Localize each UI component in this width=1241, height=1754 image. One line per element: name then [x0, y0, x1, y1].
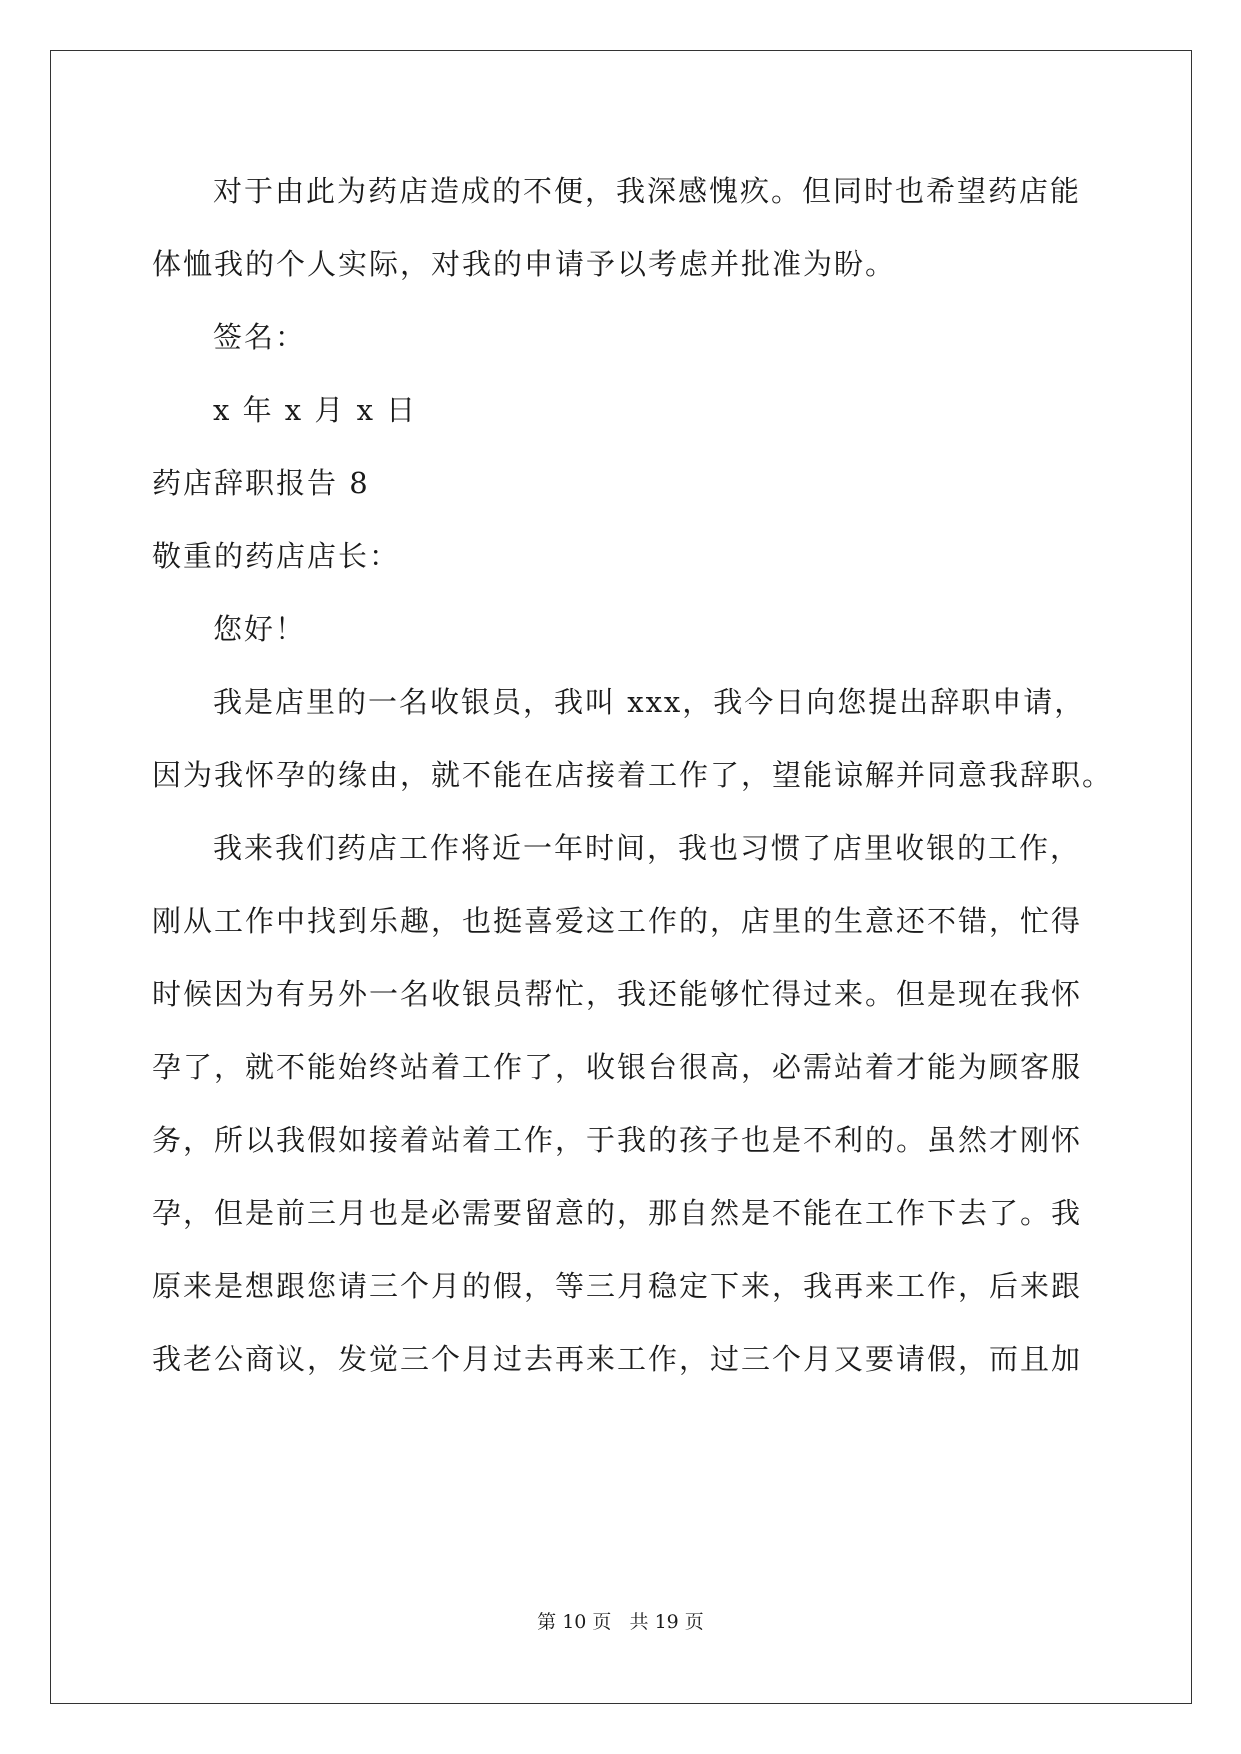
date-line: x 年 x 月 x 日 — [213, 393, 418, 427]
paragraph-line: 我是店里的一名收银员，我叫 xxx，我今日向您提出辞职申请， — [213, 685, 1086, 719]
paragraph-line: 孕了，就不能始终站着工作了，收银台很高，必需站着才能为顾客服 — [152, 1050, 1083, 1084]
paragraph-line: 时候因为有另外一名收银员帮忙，我还能够忙得过来。但是现在我怀 — [152, 977, 1083, 1011]
paragraph-line: 原来是想跟您请三个月的假，等三月稳定下来，我再来工作，后来跟 — [152, 1269, 1083, 1303]
paragraph-line: 刚从工作中找到乐趣，也挺喜爱这工作的，店里的生意还不错，忙得 — [152, 904, 1083, 938]
greeting: 您好！ — [213, 612, 307, 646]
page-border — [50, 50, 1192, 1704]
paragraph-line: 我来我们药店工作将近一年时间，我也习惯了店里收银的工作， — [213, 831, 1082, 865]
paragraph-line: 务，所以我假如接着站着工作，于我的孩子也是不利的。虽然才刚怀 — [152, 1123, 1083, 1157]
paragraph-line: 我老公商议，发觉三个月过去再来工作，过三个月又要请假，而且加 — [152, 1342, 1083, 1376]
signature-label: 签名： — [213, 320, 307, 354]
salutation: 敬重的药店店长： — [152, 539, 401, 573]
paragraph-line: 孕，但是前三月也是必需要留意的，那自然是不能在工作下去了。我 — [152, 1196, 1083, 1230]
paragraph-line: 因为我怀孕的缘由，就不能在店接着工作了，望能谅解并同意我辞职。 — [152, 758, 1114, 792]
section-title: 药店辞职报告 8 — [152, 466, 370, 500]
paragraph-line: 体恤我的个人实际，对我的申请予以考虑并批准为盼。 — [152, 247, 897, 281]
page-number-footer: 第 10 页 共 19 页 — [537, 1611, 704, 1633]
paragraph-line: 对于由此为药店造成的不便，我深感愧疚。但同时也希望药店能 — [213, 174, 1082, 208]
